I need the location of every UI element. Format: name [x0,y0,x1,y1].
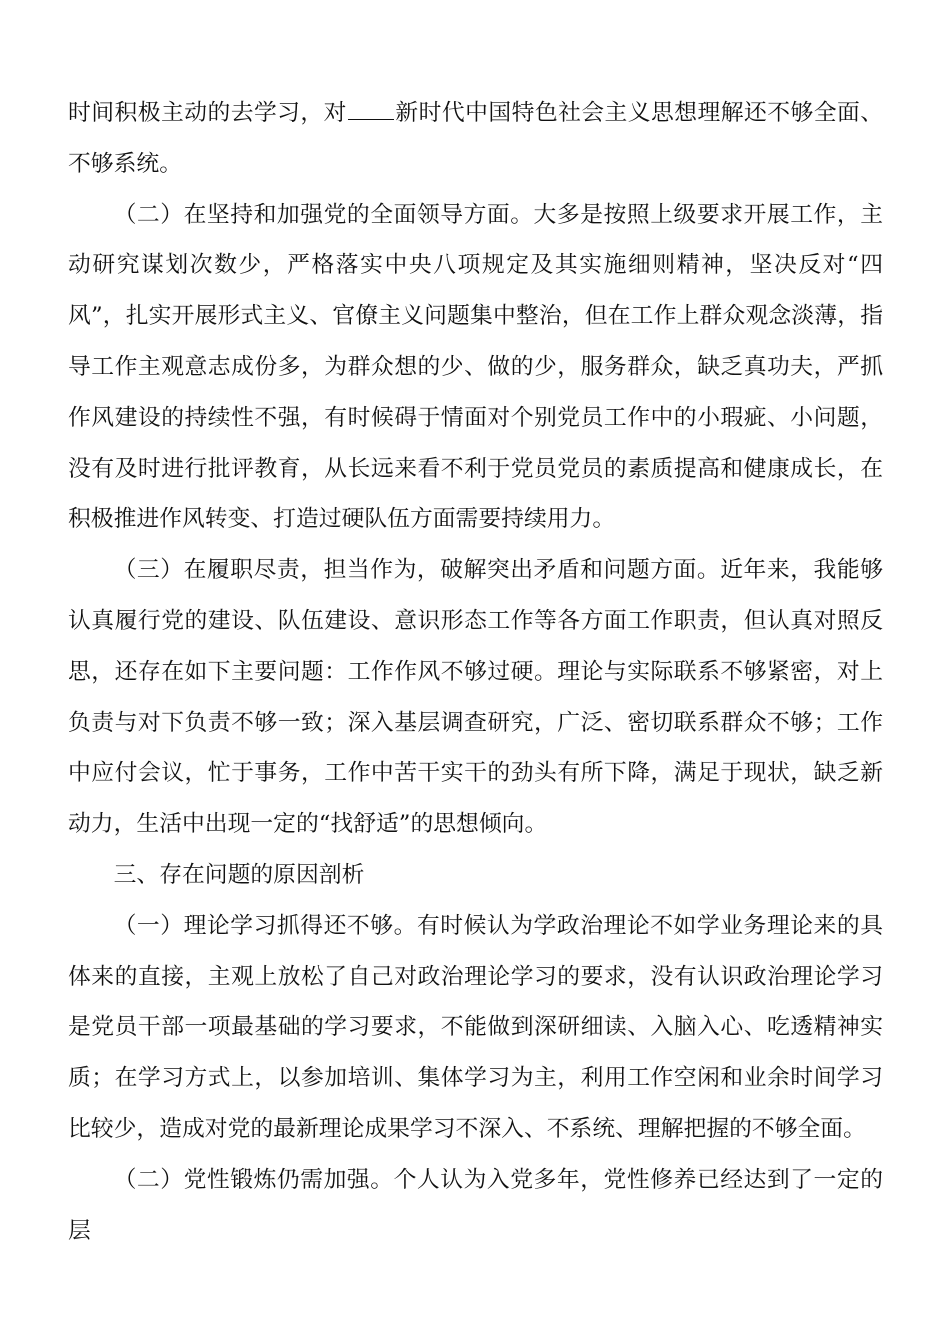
fill-in-blank-line [348,101,394,120]
paragraph-continuation [68,88,883,190]
paragraph-party-spirit: （二）党性锻炼仍需加强。个人认为入党多年，党性修养已经达到了一定的层 [68,1166,883,1244]
paragraph-text-after-blank: 新时代中国特色社会主义思想理解还不够全面、不够系统。 [68,100,884,177]
paragraph-party-leadership: （二）在坚持和加强党的全面领导方面。大多是按照上级要求开展工作，主动研究谋划次数少，严格落实中央八项规定及其实施细则精神，坚决反对“四风”，扎实开展形式主义、官僚主义问题集中整治，但在工作上群众观念淡薄，指导工作主观意志成份多，为群众想的少、做的少，服务群众，缺乏真功夫，严抓作风建设的持续性不强，有时候碍于情面对个别党员工作中的小瑕疵、小问题，没有及时进行批评教育，从长远来看不利于党员党员的素质提高和健康成长，在积极推进作风转变、打造过硬队伍方面需要持续用力。 [68,201,883,533]
section-heading-cause-analysis: 三、存在问题的原因剖析 [113,861,365,888]
paragraph-duty-performance: （三）在履职尽责，担当作为，破解突出矛盾和问题方面。近年来，我能够认真履行党的建设、队伍建设、意识形态工作等各方面工作职责，但认真对照反思，还存在如下主要问题：工作作风不够过硬。理论与实际联系不够紧密，对上负责与对下负责不够一致；深入基层调查研究，广泛、密切联系群众不够；工作中应付会议，忙于事务，工作中苦干实干的劲头有所下降，满足于现状，缺乏新动力，生活中出现一定的“找舒适”的思想倾向。 [68,557,883,838]
document-body [68,88,883,1256]
paragraph-theory-study: （一）理论学习抓得还不够。有时候认为学政治理论不如学业务理论来的具体来的直接，主观上放松了自己对政治理论学习的要求，没有认识政治理论学习是党员干部一项最基础的学习要求，不能做到深研细读、入脑入心、吃透精神实质；在学习方式上，以参加培训、集体学习为主，利用工作空闲和业余时间学习比较少，造成对党的最新理论成果学习不深入、不系统、理解把握的不够全面。 [68,912,883,1142]
paragraph-text-before-blank: 时间积极主动的去学习，对 [68,100,347,126]
